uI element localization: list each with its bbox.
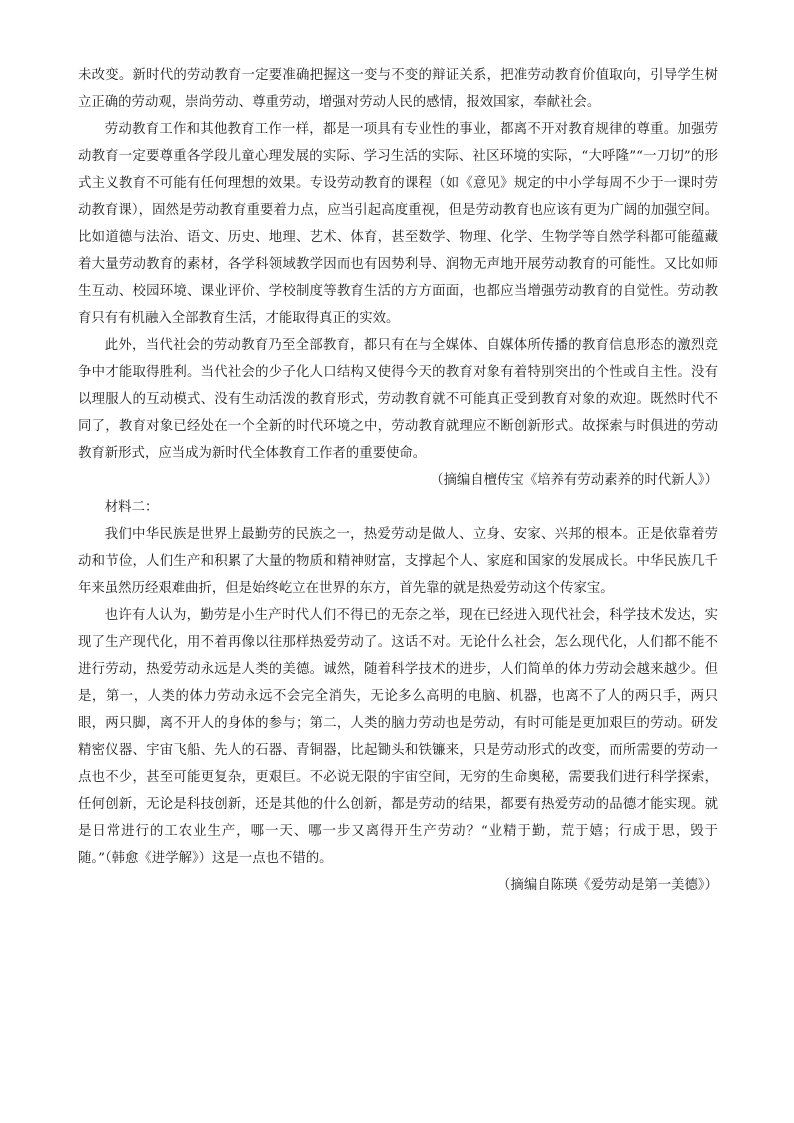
material-two-source: （摘编自陈瑛《爱劳动是第一美德》） <box>497 878 718 893</box>
material-one-paragraph-1: 未改变。新时代的劳动教育一定要准确把握这一变与不变的辩证关系，把准劳动教育价值取向，引导学生树立正确的劳动观，崇尚劳动、尊重劳动，增强对劳动人民的感情，报效国家，奉献社会。 <box>78 68 718 110</box>
material-two-paragraph-1: 我们中华民族是世界上最勤劳的民族之一，热爱劳动是做人、立身、安家、兴邦的根本。正是依靠着劳动和节俭，人们生产和积累了大量的物质和精神财富，支撑起个人、家庭和国家的发展成长。中华民族几千年来虽然历经艰难曲折，但是始终屹立在世界的东方，首先靠的就是热爱劳动这个传家宝。 <box>78 527 718 596</box>
material-one-source: （摘编自檀传宝《培养有劳动素养的时代新人》） <box>430 473 718 488</box>
material-two-heading: 材料二： <box>104 500 159 515</box>
material-one-paragraph-3: 此外，当代社会的劳动教育乃至全部教育，都只有在与全媒体、自媒体所传播的教育信息形态的激烈竞争中才能取得胜利。当代社会的少子化人口结构又使得今天的教育对象有着特别突出的个性或自主性。没有以理服人的互动模式、没有生动活泼的教育形式，劳动教育就不可能真正受到教育对象的欢迎。既然时代不同了，教育对象已经处在一个全新的时代环境之中，劳动教育就理应不断创新形式。故探索与时俱进的劳动教育新形式，应当成为新时代全体教育工作者的重要使命。 <box>78 338 718 461</box>
material-one-paragraph-2: 劳动教育工作和其他教育工作一样，都是一项具有专业性的事业，都离不开对教育规律的尊重。加强劳动教育一定要尊重各学段儿童心理发展的实际、学习生活的实际、社区环境的实际，“大呼隆”“一刀切”的形式主义教育不可能有任何理想的效果。专设劳动教育的课程（如《意见》规定的中小学每周不少于一课时劳动教育课），固然是劳动教育重要着力点，应当引起高度重视，但是劳动教育也应该有更为广阔的加强空间。比如道德与法治、语文、历史、地理、艺术、体育，甚至数学、物理、化学、生物学等自然学科都可能蕴藏着大量劳动教育的素材，各学科领域教学因而也有因势利导、润物无声地开展劳动教育的可能性。又比如师生互动、校园环境、课业评价、学校制度等教育生活的方方面面，也都应当增强劳动教育的自觉性。劳动教育只有有机融入全部教育生活，才能取得真正的实效。 <box>78 122 718 326</box>
material-two-paragraph-2: 也许有人认为，勤劳是小生产时代人们不得已的无奈之举，现在已经进入现代社会，科学技术发达，实现了生产现代化，用不着再像以往那样热爱劳动了。这话不对。无论什么社会，怎么现代化，人们都不能不进行劳动，热爱劳动永远是人类的美德。诚然，随着科学技术的进步，人们简单的体力劳动会越来越少。但是，第一，人类的体力劳动永远不会完全消失，无论多么高明的电脑、机器，也离不了人的两只手，两只眼，两只脚，离不开人的身体的参与；第二，人类的脑力劳动也是劳动，有时可能是更加艰巨的劳动。研发精密仪器、宇宙飞船、先人的石器、青铜器，比起锄头和铁镰来，只是劳动形式的改变，而所需要的劳动一点也不少，甚至可能更复杂，更艰巨。不必说无限的宇宙空间，无穷的生命奥秘，需要我们进行科学探索，任何创新，无论是科技创新，还是其他的什么创新，都是劳动的结果，都要有热爱劳动的品德才能实现。就是日常进行的工农业生产，哪一天、哪一步又离得开生产劳动？“业精于勤，荒于嬉；行成于思，毁于随。”（韩愈《进学解》）这是一点也不错的。 <box>78 608 718 866</box>
document-page <box>78 62 718 899</box>
